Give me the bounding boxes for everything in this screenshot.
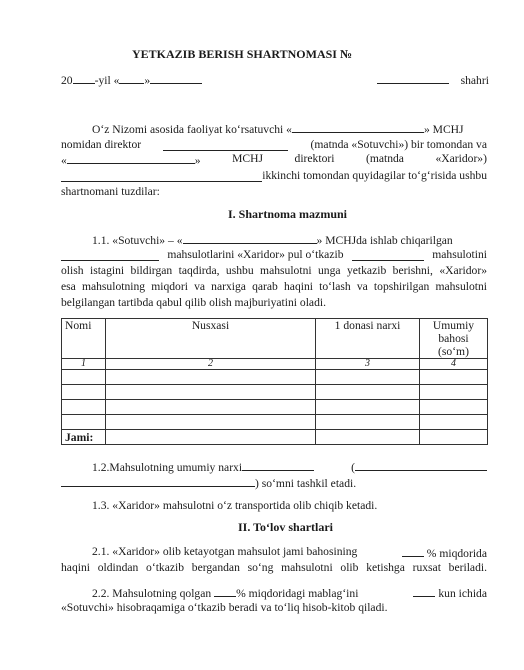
preamble-text: » bbox=[194, 154, 201, 167]
day-blank[interactable] bbox=[119, 72, 144, 84]
preamble-line-5: shartnomani tuzdilar: bbox=[61, 185, 160, 198]
table-cell[interactable] bbox=[106, 415, 316, 430]
preamble-text: (matnda «Sotuvchi») bir tomondan va bbox=[310, 138, 487, 151]
goods-table bbox=[61, 318, 488, 445]
table-row[interactable] bbox=[62, 415, 488, 430]
table-cell[interactable] bbox=[420, 415, 488, 430]
preamble-text: O‘z Nizomi asosida faoliyat ko‘rsatuvchi « bbox=[92, 123, 292, 136]
year-blank[interactable] bbox=[73, 72, 95, 84]
month-blank[interactable] bbox=[150, 72, 202, 84]
year-prefix: 20 bbox=[61, 74, 73, 87]
table-cell[interactable] bbox=[62, 415, 106, 430]
preamble-line-3 bbox=[61, 152, 487, 168]
clause-1-1-line-2 bbox=[61, 248, 487, 262]
table-cell[interactable] bbox=[316, 430, 420, 445]
table-cell[interactable] bbox=[316, 415, 420, 430]
preamble-text: (matnda bbox=[365, 152, 404, 165]
table-cell[interactable] bbox=[62, 385, 106, 400]
column-index: 1 bbox=[62, 359, 106, 370]
clause-text: » MCHJda ishlab chiqarilgan bbox=[316, 234, 453, 247]
clause-1-1-line-5: belgilangan tartibda qabul qilib olish majburiyatini oladi. bbox=[61, 296, 326, 309]
preamble-text: «Xaridor») bbox=[435, 152, 487, 165]
column-index: 2 bbox=[106, 359, 316, 370]
table-cell[interactable] bbox=[420, 400, 488, 415]
clause-1-1-line-1 bbox=[92, 232, 487, 248]
column-index: 3 bbox=[316, 359, 420, 370]
preamble-text: nomidan direktor bbox=[61, 138, 142, 151]
table-cell[interactable] bbox=[420, 385, 488, 400]
preamble-line-1 bbox=[92, 121, 464, 137]
table-cell[interactable] bbox=[106, 370, 316, 385]
prepayment-percent-blank[interactable] bbox=[402, 545, 424, 557]
clause-1-2-line-1 bbox=[92, 459, 487, 475]
clause-text: % miqdorida bbox=[426, 547, 487, 560]
table-cell[interactable] bbox=[316, 400, 420, 415]
product-blank[interactable] bbox=[61, 249, 159, 261]
clause-text: 1.2.Mahsulotning umumiy narxi bbox=[92, 461, 243, 474]
city-label: shahri bbox=[460, 74, 489, 87]
city-line bbox=[377, 72, 489, 88]
table-cell[interactable] bbox=[106, 430, 316, 445]
section-2-heading: II. To‘lov shartlari bbox=[238, 520, 334, 534]
seller-director-blank[interactable] bbox=[163, 139, 288, 151]
preamble-text: ikkinchi tomondan quyidagilar to‘g‘risida ushbu bbox=[262, 169, 487, 182]
table-row[interactable] bbox=[62, 370, 488, 385]
buyer-company-blank[interactable] bbox=[67, 152, 195, 164]
clause-2-1-line-1 bbox=[92, 545, 487, 561]
preamble-line-2 bbox=[61, 138, 487, 152]
table-cell[interactable] bbox=[316, 385, 420, 400]
clause-text: mahsulotini bbox=[432, 248, 487, 261]
document-title: YETKAZIB BERISH SHARTNOMASI № bbox=[132, 47, 353, 61]
table-row[interactable] bbox=[62, 385, 488, 400]
table-cell[interactable] bbox=[62, 370, 106, 385]
clause-2-2-line-2: «Sotuvchi» hisobraqamiga o‘tkazib beradi va to‘liq hisob-kitob qiladi. bbox=[61, 601, 388, 614]
manufacturer-blank[interactable] bbox=[183, 232, 317, 244]
table-cell[interactable] bbox=[316, 370, 420, 385]
clause-text: 2.1. «Xaridor» olib ketayotgan mahsulot jami bahosining bbox=[92, 545, 358, 558]
clause-text: ( bbox=[351, 461, 355, 474]
clause-text: 1.1. «Sotuvchi» – « bbox=[92, 234, 183, 247]
table-cell[interactable] bbox=[106, 385, 316, 400]
total-price-words-blank-2[interactable] bbox=[61, 475, 255, 487]
total-price-blank[interactable] bbox=[242, 459, 314, 471]
clause-text: 2.2. Mahsulotning qolgan bbox=[92, 587, 212, 600]
preamble-line-4 bbox=[61, 169, 487, 183]
column-index: 4 bbox=[420, 359, 488, 370]
clause-text: % miqdoridagi mablag‘ini bbox=[236, 587, 359, 600]
section-1-heading: I. Shartnoma mazmuni bbox=[228, 207, 348, 221]
buyer-director-blank[interactable] bbox=[61, 170, 262, 182]
column-header-name: Nomi bbox=[62, 319, 106, 359]
column-header-copies: Nusxasi bbox=[106, 319, 316, 359]
city-blank[interactable] bbox=[377, 72, 449, 84]
table-header-row bbox=[62, 319, 488, 359]
preamble-text: » MCHJ bbox=[423, 123, 464, 136]
clause-2-1-line-2: haqini oldindan o‘tkazib bergandan so‘ng mahsulotni olib ketishga ruxsat beriladi. bbox=[61, 561, 487, 574]
remaining-percent-blank[interactable] bbox=[214, 585, 236, 597]
column-header-total-price: Umumiy bahosi (so‘m) bbox=[420, 319, 488, 359]
year-suffix: -yil « bbox=[94, 74, 120, 87]
table-total-row bbox=[62, 430, 488, 445]
clause-1-1-line-4: esa mahsulotning miqdori va narxiga qarab haqini to‘lash va topshirilgan mahsulotni bbox=[61, 280, 487, 293]
clause-1-3: 1.3. «Xaridor» mahsulotni o‘z transportida olib chiqib ketadi. bbox=[92, 499, 378, 512]
table-index-row bbox=[62, 359, 488, 370]
seller-company-blank[interactable] bbox=[292, 121, 424, 133]
clause-text: kun ichida bbox=[438, 587, 487, 600]
clause-text: mahsulotlarini «Xaridor» pul o‘tkazib bbox=[167, 248, 344, 261]
clause-1-2-line-2 bbox=[61, 475, 356, 491]
preamble-text: « bbox=[61, 154, 67, 167]
preamble-text: MCHJ bbox=[232, 152, 264, 165]
days-blank[interactable] bbox=[413, 585, 435, 597]
preamble-text: direktori bbox=[294, 152, 335, 165]
clause-text: ) so‘mni tashkil etadi. bbox=[255, 477, 357, 490]
column-header-unit-price: 1 donasi narxi bbox=[316, 319, 420, 359]
table-cell[interactable] bbox=[420, 370, 488, 385]
total-price-words-blank[interactable] bbox=[355, 459, 487, 471]
table-cell[interactable] bbox=[62, 400, 106, 415]
table-cell[interactable] bbox=[420, 430, 488, 445]
product-name-blank[interactable] bbox=[352, 249, 424, 261]
table-cell[interactable] bbox=[106, 400, 316, 415]
date-line bbox=[61, 72, 202, 88]
total-label: Jami: bbox=[62, 430, 106, 445]
day-close: » bbox=[144, 74, 151, 87]
clause-1-1-line-3: olish istagini bildirgan taqdirda, ushbu mahsulotni unga yetkazib berishni, «Xaridor» bbox=[61, 264, 487, 277]
clause-2-2-line-1 bbox=[92, 585, 487, 601]
table-row[interactable] bbox=[62, 400, 488, 415]
